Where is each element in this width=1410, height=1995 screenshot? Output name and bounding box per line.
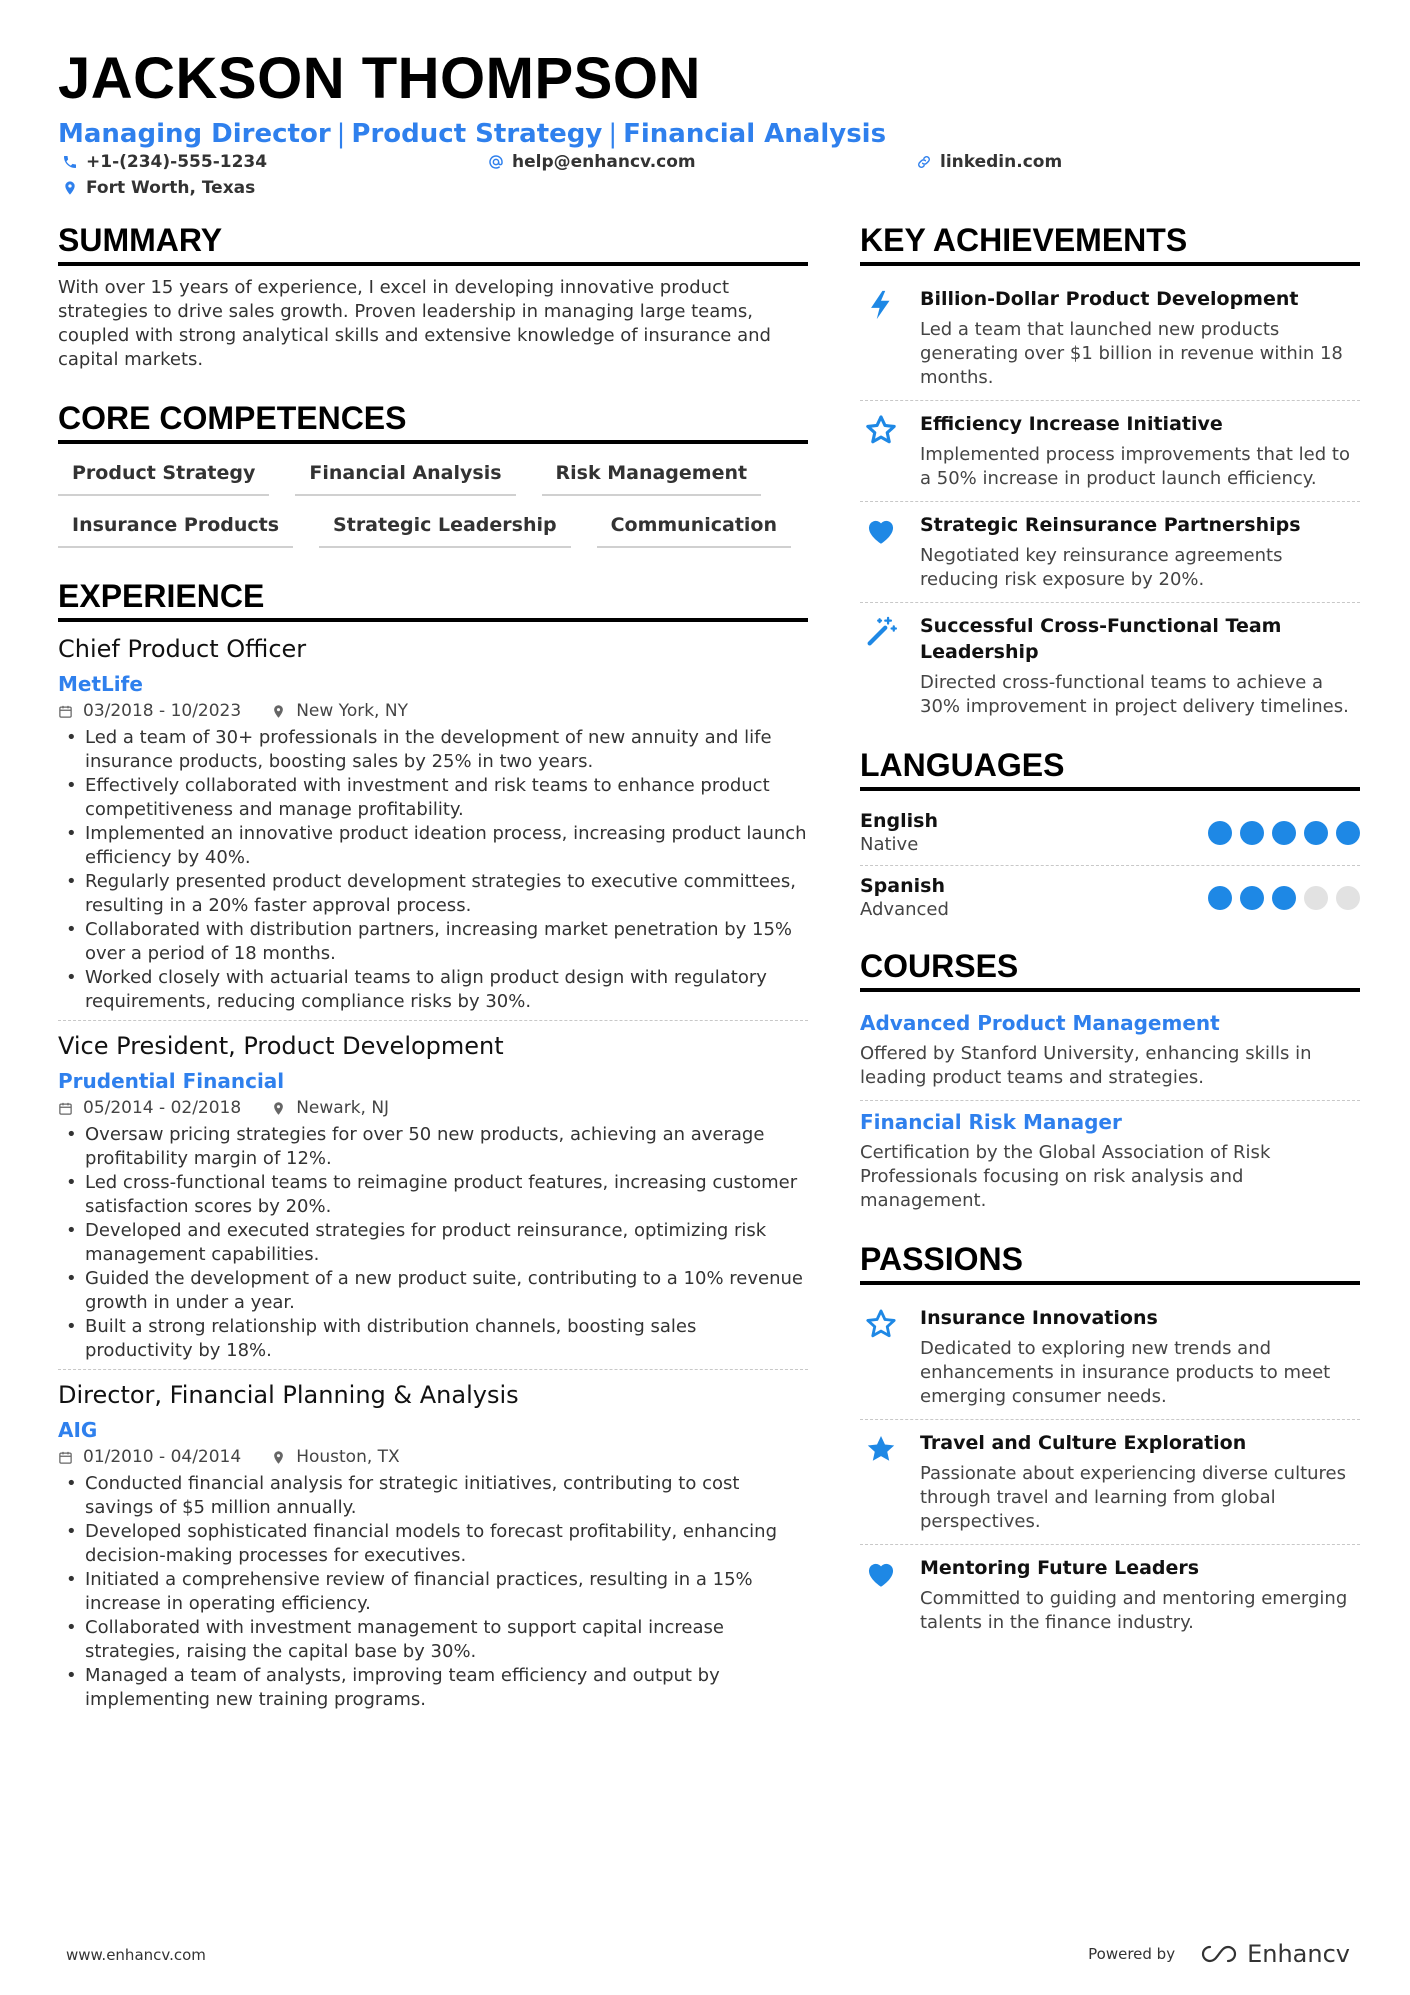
job-title: Vice President, Product Development [58,1032,504,1060]
email-text: help@enhancv.com [512,152,696,172]
passion-title: Mentoring Future Leaders [920,1557,1200,1579]
rating-dot-filled [1304,821,1328,845]
powered-by[interactable] [1088,1940,1350,1968]
enhancv-logo-icon [1197,1943,1241,1965]
page-footer [66,1940,1350,1970]
star-outline-icon [864,413,898,447]
achievement-title: Strategic Reinsurance Partnerships [920,514,1301,536]
language-name: Spanish [860,875,945,897]
passions-section [860,1239,1360,1645]
job-bullet: • Developed and executed strategies for product reinsurance, optimizing risk management capabilities. [58,1219,808,1267]
job-dates-text: 01/2010 - 04/2014 [83,1447,242,1467]
job-bullets [58,1123,808,1363]
rating-dot-filled [1272,886,1296,910]
headline-title-1: Managing Director [58,119,331,149]
competences-heading: CORE COMPETENCES [58,398,808,444]
contact-location [62,178,255,198]
job-dates-text: 03/2018 - 10/2023 [83,701,242,721]
rating-dot-filled [1240,886,1264,910]
achievement-item [860,276,1360,401]
location-pin-icon [271,1450,286,1465]
link-icon [916,154,932,170]
competence-tag: Financial Analysis [295,458,515,496]
course-text: Certification by the Global Association of Risk Professionals focusing on risk analysis and management. [860,1142,1271,1211]
passion-title: Insurance Innovations [920,1307,1158,1329]
headline-separator: | [608,119,618,149]
rating-dot-filled [1208,821,1232,845]
right-column [860,220,1360,1645]
job-title: Chief Product Officer [58,635,307,663]
job-meta [58,698,808,724]
job-title: Director, Financial Planning & Analysis [58,1381,519,1409]
footer-website-link[interactable]: www.enhancv.com [66,1946,206,1964]
job-bullet: • Led a team of 30+ professionals in the development of new annuity and life insurance products, boosting sales by 25% in two years. [58,726,808,774]
job-location [271,698,408,724]
rating-dot-empty [1336,886,1360,910]
achievement-text: Directed cross-functional teams to achieve a 30% improvement in project delivery timelines. [920,672,1349,717]
achievement-text: Implemented process improvements that led to a 50% increase in product launch efficiency. [920,444,1350,489]
job-entry [58,1369,808,1718]
calendar-icon [58,704,73,719]
magic-wand-icon [864,615,898,649]
job-dates [58,698,241,724]
language-name: English [860,810,938,832]
languages-section [860,745,1360,930]
job-bullet: • Implemented an innovative product ideation process, increasing product launch efficiency by 40%. [58,822,808,870]
job-location-text: Houston, TX [296,1447,400,1467]
competence-tag: Communication [597,510,791,548]
at-icon [488,154,504,170]
headline [58,116,1358,152]
phone-text: +1-(234)-555-1234 [86,152,268,172]
rating-dot-filled [1272,821,1296,845]
rating-dot-empty [1304,886,1328,910]
rating-dot-filled [1240,821,1264,845]
job-dates-text: 05/2014 - 02/2018 [83,1098,242,1118]
language-item [860,866,1360,930]
enhancv-brand-text: Enhancv [1247,1940,1350,1968]
job-entry [58,632,808,1020]
job-bullet: • Worked closely with actuarial teams to align product design with regulatory requirements, reducing compliance risks by 30%. [58,966,808,1014]
job-bullets [58,1472,808,1712]
powered-by-label: Powered by [1088,1945,1176,1963]
job-bullet: • Collaborated with investment management to support capital increase strategies, raising the capital base by 30%. [58,1616,808,1664]
course-item [860,1002,1360,1101]
summary-heading: SUMMARY [58,220,808,266]
course-title: Financial Risk Manager [860,1110,1122,1134]
job-location [271,1444,400,1470]
resume-header [58,44,1358,204]
headline-title-3: Financial Analysis [623,119,887,149]
star-outline-icon [864,1307,898,1341]
competence-tags [58,458,808,548]
courses-section [860,946,1360,1223]
job-dates [58,1095,241,1121]
location-text: Fort Worth, Texas [86,178,256,198]
job-bullet: • Developed sophisticated financial models to forecast profitability, enhancing decision-making processes for executives. [58,1520,808,1568]
job-bullet: • Oversaw pricing strategies for over 50 new products, achieving an average profitability margin of 12%. [58,1123,808,1171]
job-bullet: • Conducted financial analysis for strategic initiatives, contributing to cost savings of $5 million annually. [58,1472,808,1520]
contact-linkedin[interactable] [916,152,1062,172]
job-location-text: New York, NY [296,701,408,721]
summary-section [58,220,808,372]
job-bullets [58,726,808,1014]
course-text: Offered by Stanford University, enhancing skills in leading product teams and strategies. [860,1043,1312,1088]
language-rating [1208,821,1360,845]
languages-heading: LANGUAGES [860,745,1360,791]
language-rating [1208,886,1360,910]
job-entry [58,1020,808,1369]
calendar-icon [58,1450,73,1465]
achievements-heading: KEY ACHIEVEMENTS [860,220,1360,266]
headline-title-2: Product Strategy [351,119,603,149]
language-level: Advanced [860,899,949,920]
linkedin-text: linkedin.com [940,152,1063,172]
job-meta [58,1444,808,1470]
summary-text: With over 15 years of experience, I excel in developing innovative product strategies to drive sales growth. Proven leadership in managing large teams, coupled with strong analytical skills and extensive knowledge of insurance and capital markets. [58,277,771,370]
achievement-item [860,502,1360,603]
location-pin-icon [271,704,286,719]
job-dates [58,1444,241,1470]
job-meta [58,1095,808,1121]
language-level: Native [860,834,919,855]
achievement-title: Efficiency Increase Initiative [920,413,1223,435]
job-bullet: • Regularly presented product development strategies to executive committees, resulting in a 20% faster approval process. [58,870,808,918]
experience-heading: EXPERIENCE [58,576,808,622]
passion-item [860,1545,1360,1645]
passion-text: Passionate about experiencing diverse cultures through travel and learning from global perspectives. [920,1463,1346,1532]
language-item [860,801,1360,866]
achievement-title: Billion-Dollar Product Development [920,288,1299,310]
passions-heading: PASSIONS [860,1239,1360,1285]
location-pin-icon [271,1101,286,1116]
achievement-item [860,401,1360,502]
calendar-icon [58,1101,73,1116]
company-name[interactable]: MetLife [58,672,143,696]
competences-section [58,398,808,548]
passion-item [860,1420,1360,1545]
left-column [58,220,808,1718]
star-filled-icon [864,1432,898,1466]
achievement-text: Led a team that launched new products generating over $1 billion in revenue within 18 months. [920,319,1343,388]
competence-tag: Product Strategy [58,458,269,496]
achievement-title: Successful Cross-Functional Team Leadership [920,615,1282,663]
courses-heading: COURSES [860,946,1360,992]
job-bullet: • Managed a team of analysts, improving team efficiency and output by implementing new training programs. [58,1664,808,1712]
contact-row-2 [58,178,1358,204]
job-bullet: • Built a strong relationship with distribution channels, boosting sales productivity by 18%. [58,1315,808,1363]
rating-dot-filled [1208,886,1232,910]
passion-item [860,1295,1360,1420]
company-name[interactable]: AIG [58,1418,98,1442]
course-item [860,1101,1360,1223]
phone-icon [62,154,78,170]
achievement-item [860,603,1360,729]
job-bullet: • Led cross-functional teams to reimagine product features, increasing customer satisfaction scores by 20%. [58,1171,808,1219]
job-bullet: • Guided the development of a new product suite, contributing to a 10% revenue growth in under a year. [58,1267,808,1315]
passion-text: Dedicated to exploring new trends and enhancements in insurance products to meet emerging consumer needs. [920,1338,1331,1407]
enhancv-logo [1197,1940,1350,1968]
competence-tag: Risk Management [542,458,762,496]
competence-tag: Strategic Leadership [319,510,571,548]
headline-separator: | [336,119,346,149]
contact-phone[interactable] [62,152,267,172]
lightning-icon [864,288,898,322]
course-title: Advanced Product Management [860,1011,1220,1035]
heart-icon [864,1557,898,1591]
contact-email[interactable] [488,152,696,172]
passion-text: Committed to guiding and mentoring emerging talents in the finance industry. [920,1588,1348,1633]
competence-tag: Insurance Products [58,510,293,548]
job-location [271,1095,389,1121]
heart-icon [864,514,898,548]
contact-row-1 [58,152,1358,178]
company-name[interactable]: Prudential Financial [58,1069,285,1093]
job-bullet: • Effectively collaborated with investment and risk teams to enhance product competitiveness and manage profitability. [58,774,808,822]
passion-title: Travel and Culture Exploration [920,1432,1247,1454]
experience-section [58,576,808,1718]
rating-dot-filled [1336,821,1360,845]
achievements-section [860,220,1360,729]
achievement-text: Negotiated key reinsurance agreements reducing risk exposure by 20%. [920,545,1283,590]
candidate-name: JACKSON THOMPSON [58,46,701,111]
job-location-text: Newark, NJ [296,1098,390,1118]
job-bullet: • Collaborated with distribution partners, increasing market penetration by 15% over a period of 18 months. [58,918,808,966]
job-bullet: • Initiated a comprehensive review of financial practices, resulting in a 15% increase in operating efficiency. [58,1568,808,1616]
location-pin-icon [62,180,78,196]
